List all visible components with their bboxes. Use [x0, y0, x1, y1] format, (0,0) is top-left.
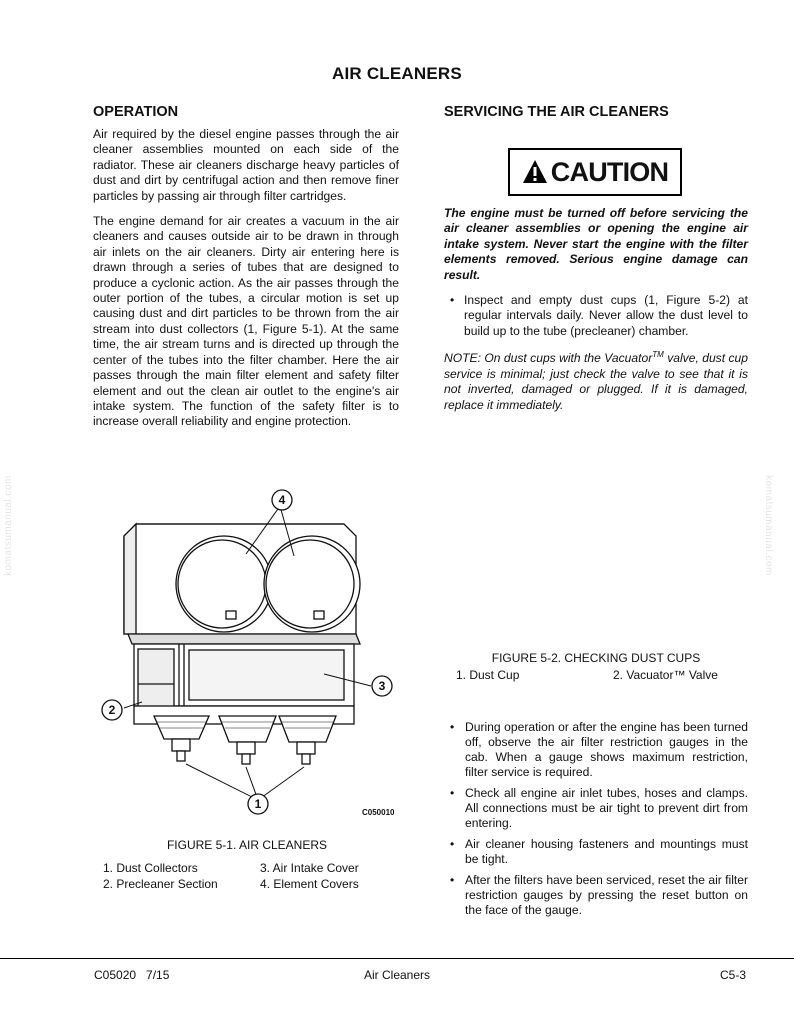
callout-3: 3 [378, 679, 386, 693]
bullet-inlet-tubes: • Check all engine air inlet tubes, hoses and clamps. All connections must be air tight to prevent dirt from entering. [450, 786, 748, 831]
bullet-inspect-dust-cups: • Inspect and empty dust cups (1, Figure 5-2) at regular intervals daily. Never allow the dust level to build up to the tube (precleaner) chamber. [444, 293, 748, 339]
watermark-right: komatsumanual.com [762, 475, 774, 576]
callout-4: 4 [278, 493, 286, 507]
caution-label: CAUTION [550, 156, 669, 187]
footer-page-number: C5-3 [719, 968, 746, 982]
service-bullets [450, 720, 748, 924]
page-title: AIR CLEANERS [332, 64, 462, 83]
bullet-housing-fasteners: • Air cleaner housing fasteners and mountings must be tight. [450, 837, 748, 867]
watermark-left: komatsumanual.com [2, 475, 14, 576]
figure-5-2-legend [456, 668, 748, 684]
servicing-heading: SERVICING THE AIR CLEANERS [444, 104, 669, 120]
servicing-column [444, 104, 748, 413]
operation-paragraph-2: The engine demand for air creates a vacuum in the air cleaners and causes outside air to be drawn in through air inlets on the air cleaners. Dirty air entering here is drawn through a series of tubes that are designed to produce a cyclonic action. As the air passes through the outer portion of the tubes, a circular motion is set up causing dust and dirt particles to be thrown from the air stream into dust collectors (1, Figure 5-1). At the same time, the air stream turns and is directed up through the center of the tubes into the filter chamber. Here the air passes through the main filter element and safety filter element and out the clean air outlet to the engine's air intake system. The function of the safety filter is to increase overall reliability and engine protection. [93, 214, 399, 429]
legend-air-intake-cover: 3. Air Intake Cover [260, 861, 359, 875]
warning-triangle-icon [522, 159, 548, 185]
callout-2: 2 [108, 703, 116, 717]
footer-section-title: Air Cleaners [363, 968, 431, 982]
legend-element-covers: 4. Element Covers [260, 876, 359, 891]
air-cleaner-illustration [94, 484, 404, 824]
bullet-reset-gauges: • After the filters have been serviced, reset the air filter restriction gauges by pressing the reset button on the face of the gauge. [450, 873, 748, 918]
figure-5-1-legend [103, 861, 403, 892]
caution-warning-text: The engine must be turned off before servicing the air cleaner assemblies or opening the engine air intake system. Never start the engine with the filter elements removed. Serious engine damage can result. [444, 206, 748, 282]
bullet-restriction-gauges: • During operation or after the engine has been turned off, observe the air filter restriction gauges in the cab. When a gauge shows maximum restriction, filter service is required. [450, 720, 748, 780]
figure-5-1-caption: FIGURE 5-1. AIR CLEANERS [166, 838, 328, 852]
operation-heading: OPERATION [93, 104, 179, 120]
operation-column [93, 104, 399, 440]
caution-sign [508, 148, 682, 196]
footer-divider [0, 958, 794, 959]
legend-dust-collectors: 1. Dust Collectors [103, 861, 198, 875]
vacuator-note: NOTE: On dust cups with the Vacuator™ valve, dust cup service is minimal; just check the valve to see that it is not inverted, damaged or plugged. If it is damaged, replace it immediately. [444, 350, 748, 412]
dust-cup-bullets [444, 293, 748, 339]
figure-5-2-caption: FIGURE 5-2. CHECKING DUST CUPS [491, 651, 701, 665]
figure-code: C050010 [362, 808, 395, 817]
legend-vacuator-valve: 2. Vacuator™ Valve [613, 668, 718, 682]
legend-dust-cup: 1. Dust Cup [456, 668, 520, 682]
operation-paragraph-1: Air required by the diesel engine passes through the air cleaner assemblies mounted on each side of the radiator. These air cleaners discharge heavy particles of dust and dirt by centrifugal action and then remove finer particles by passing air through filter cartridges. [93, 127, 399, 203]
legend-precleaner-section: 2. Precleaner Section [103, 876, 218, 891]
callout-1: 1 [254, 797, 262, 811]
footer-doc-code: C05020 7/15 [94, 968, 170, 982]
